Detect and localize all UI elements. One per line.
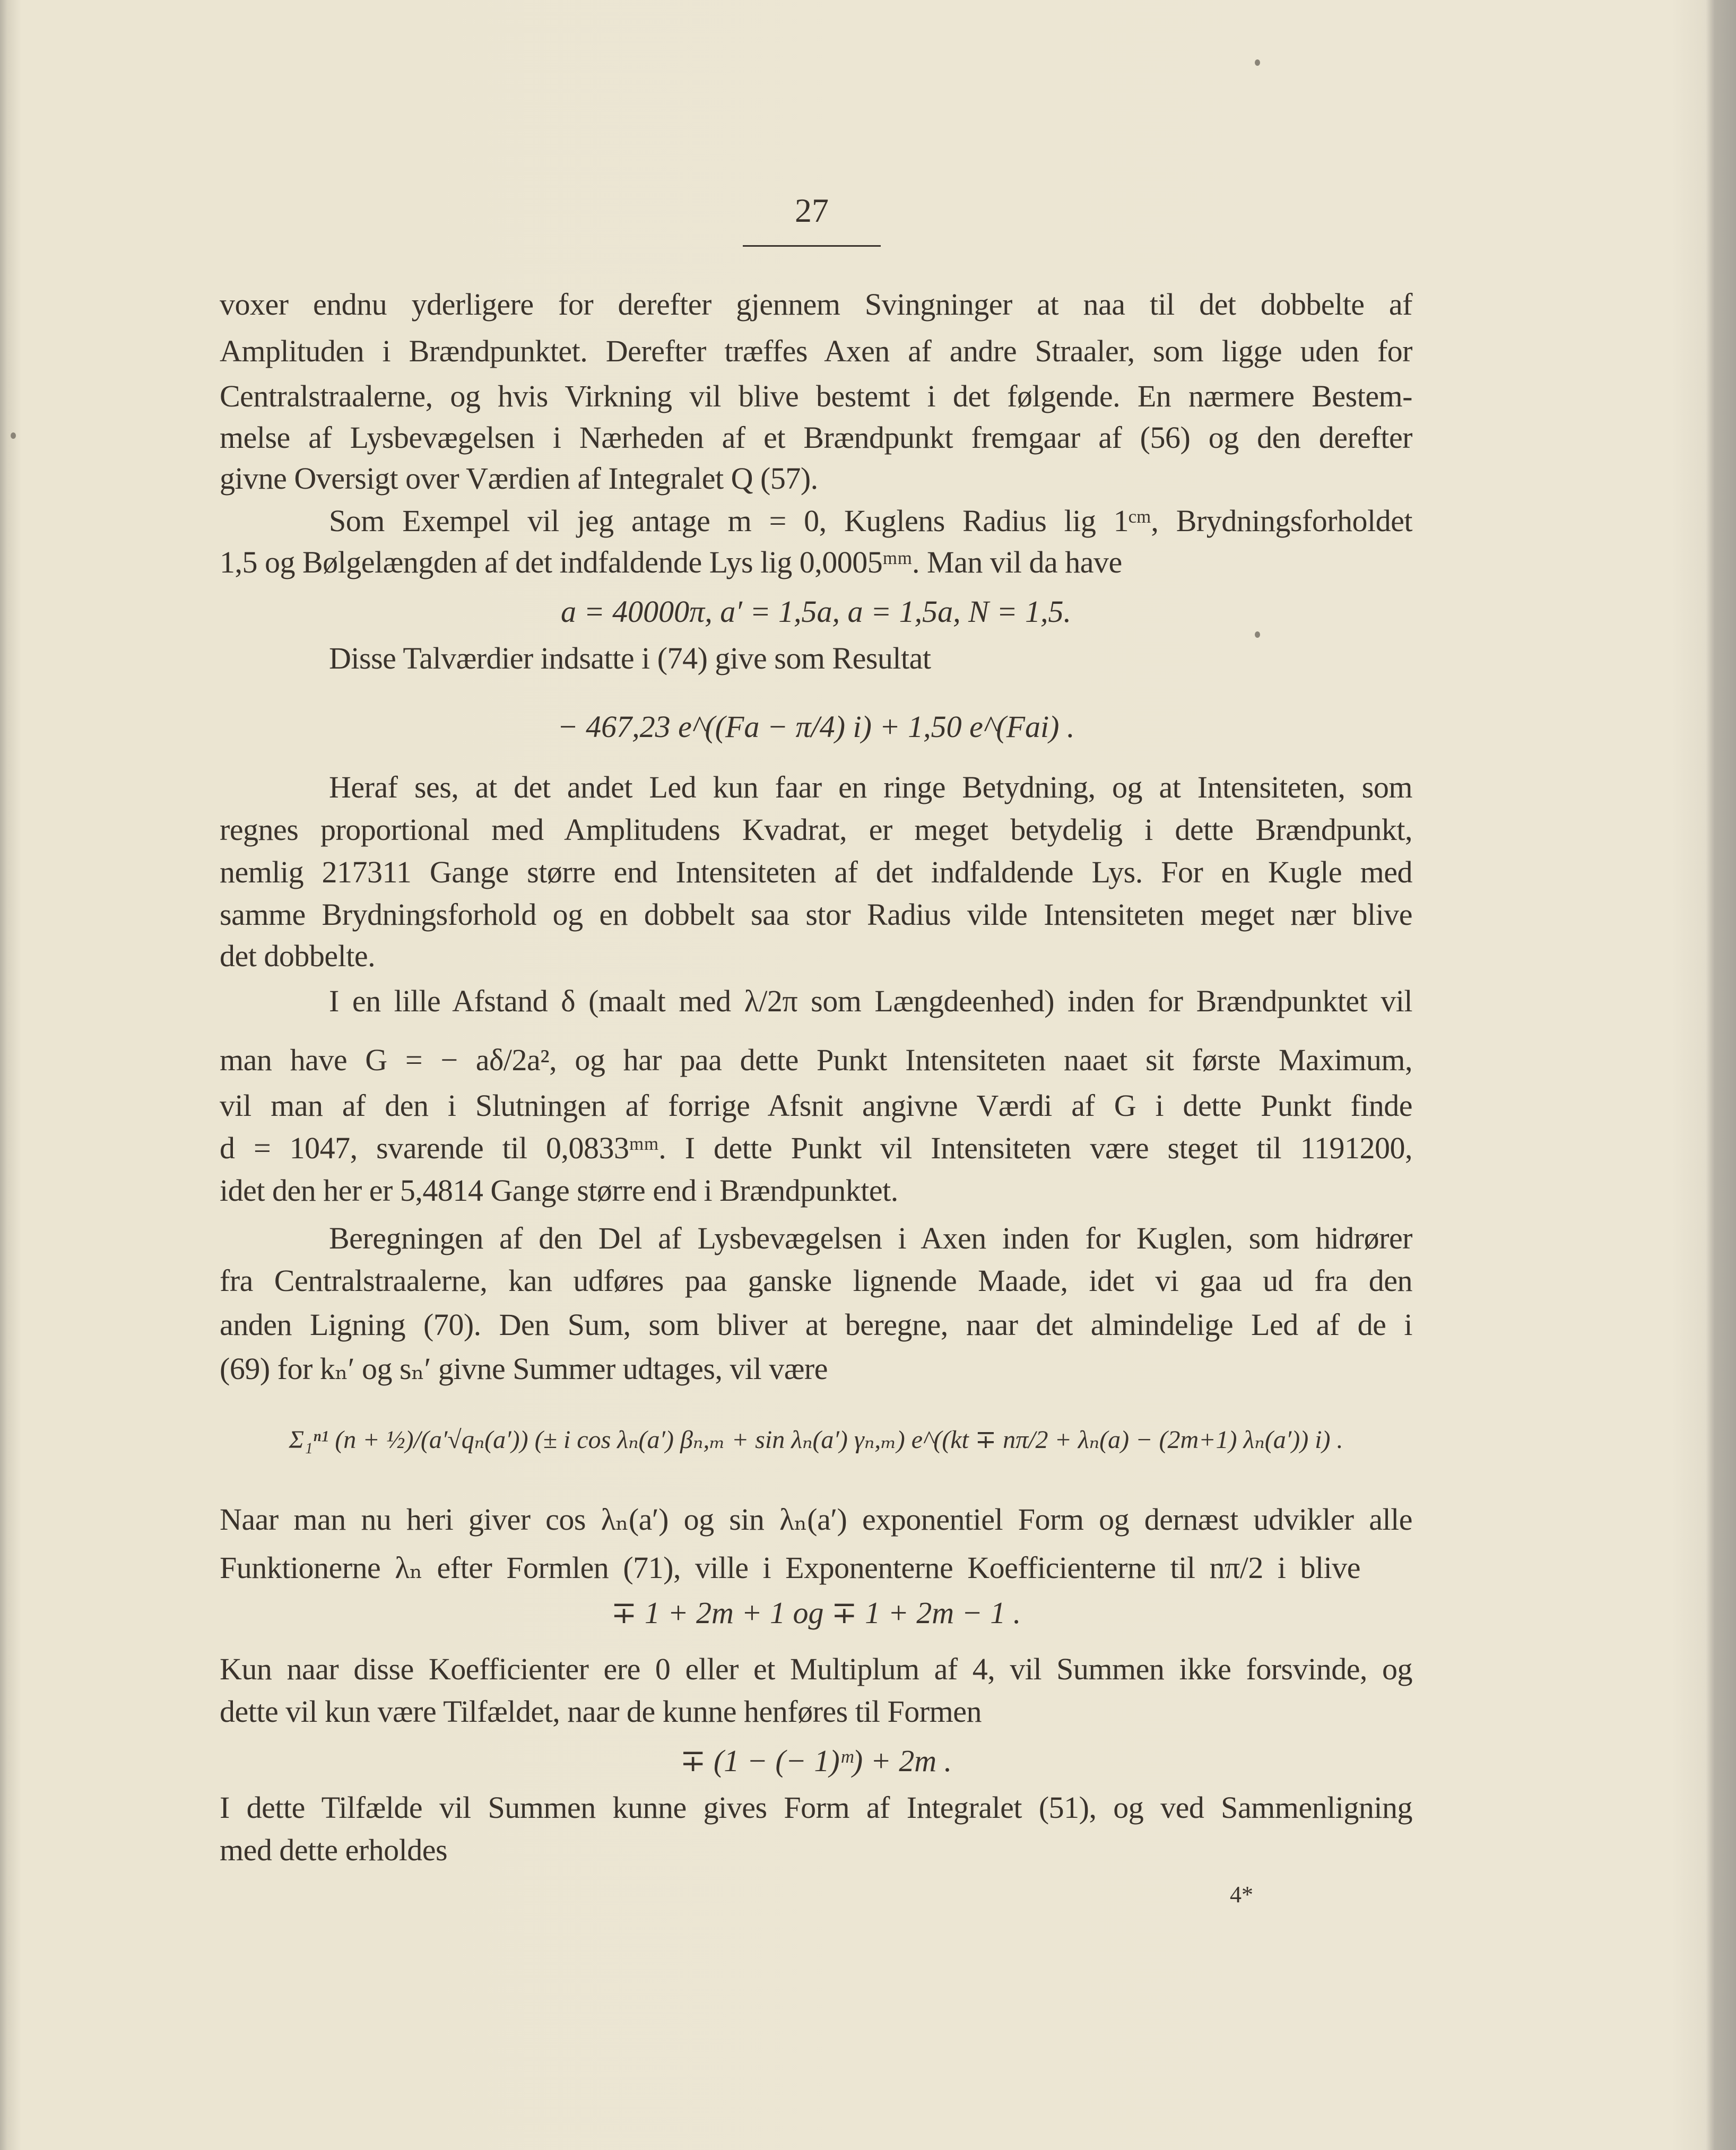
header-rule: [743, 245, 881, 247]
equation: − 467,23 e^((Fa − π/4) i) + 1,50 e^(Fai) .: [557, 709, 1075, 744]
text-line: Kun naar disse Koefficienter ere 0 eller et Multiplum af 4, vil Summen ikke forsvinde, og: [220, 1652, 1412, 1686]
text-line: man have G = − aδ/2a², og har paa dette Punkt Intensiteten naaet sit første Maximum,: [220, 1043, 1412, 1077]
signature-mark: 4*: [1230, 1882, 1253, 1908]
text-line: dette vil kun være Tilfældet, naar de kunne henføres til Formen: [220, 1694, 982, 1729]
text-line: Disse Talværdier indsatte i (74) give som Resultat: [329, 641, 931, 675]
text-line: I dette Tilfælde vil Summen kunne gives Form af Integralet (51), og ved Sammenligning: [220, 1790, 1412, 1825]
paper-spot: [1255, 59, 1260, 66]
text-line: fra Centralstraalerne, kan udføres paa ganske lignende Maade, idet vi gaa ud fra den: [220, 1263, 1412, 1298]
text-line: (69) for kₙ′ og sₙ′ givne Summer udtages, vil være: [220, 1351, 828, 1386]
text-line: Naar man nu heri giver cos λₙ(a′) og sin λₙ(a′) exponentiel Form og dernæst udvikler alle: [220, 1502, 1412, 1537]
equation: ∓ 1 + 2m + 1 og ∓ 1 + 2m − 1 .: [611, 1596, 1021, 1630]
text-line: med dette erholdes: [220, 1833, 448, 1867]
text-line: vil man af den i Slutningen af forrige Afsnit angivne Værdi af G i dette Punkt finde: [220, 1088, 1412, 1123]
paper-spot: [1255, 631, 1260, 638]
text-line: d = 1047, svarende til 0,0833ᵐᵐ. I dette Punkt vil Intensiteten være steget til 1191200,: [220, 1131, 1412, 1165]
text-line: givne Oversigt over Værdien af Integralet Q (57).: [220, 461, 818, 496]
page-number: 27: [795, 192, 829, 229]
text-line: Centralstraalerne, og hvis Virkning vil blive bestemt i det følgende. En nærmere Bestem-: [220, 379, 1412, 413]
text-line: anden Ligning (70). Den Sum, som bliver at beregne, naar det almindelige Led af de i: [220, 1307, 1412, 1342]
text-line: Heraf ses, at det andet Led kun faar en ringe Betydning, og at Intensiteten, som: [329, 770, 1412, 804]
paper-spot: [11, 432, 16, 439]
text-line: 1,5 og Bølgelængden af det indfaldende Lys lig 0,0005ᵐᵐ. Man vil da have: [220, 545, 1122, 579]
text-line: idet den her er 5,4814 Gange større end i Brændpunktet.: [220, 1173, 898, 1208]
text-line: Amplituden i Brændpunktet. Derefter træffes Axen af andre Straaler, som ligge uden for: [220, 334, 1412, 368]
text-line: Funktionerne λₙ efter Formlen (71), ville i Exponenterne Koefficienterne til nπ/2 i blive: [220, 1550, 1360, 1585]
text-line: I en lille Afstand δ (maalt med λ/2π som Længdeenhed) inden for Brændpunktet vil: [329, 984, 1412, 1018]
equation: Σ₁ⁿ¹ (n + ½)/(a′√qₙ(a′)) (± i cos λₙ(a′) βₙ,ₘ + sin λₙ(a′) γₙ,ₘ) e^((kt ∓ nπ/2 + λₙ(a) − (2m+1) λₙ(a′)) i) .: [289, 1426, 1343, 1454]
text-line: Beregningen af den Del af Lysbevægelsen i Axen inden for Kuglen, som hidrører: [329, 1221, 1412, 1255]
equation: a = 40000π, a′ = 1,5a, a = 1,5a, N = 1,5.: [561, 594, 1071, 629]
text-line: samme Brydningsforhold og en dobbelt saa stor Radius vilde Intensiteten meget nær blive: [220, 897, 1412, 932]
text-line: regnes proportional med Amplitudens Kvadrat, er meget betydelig i dette Brændpunkt,: [220, 812, 1412, 847]
text-line: Som Exempel vil jeg antage m = 0, Kuglens Radius lig 1ᶜᵐ, Brydningsforholdet: [329, 504, 1412, 538]
text-line: det dobbelte.: [220, 939, 376, 973]
equation: ∓ (1 − (− 1)ᵐ) + 2m .: [680, 1744, 952, 1778]
text-line: melse af Lysbevægelsen i Nærheden af et Brændpunkt fremgaar af (56) og den derefter: [220, 420, 1412, 455]
text-line: nemlig 217311 Gange større end Intensiteten af det indfaldende Lys. For en Kugle med: [220, 855, 1412, 889]
text-line: voxer endnu yderligere for derefter gjennem Svingninger at naa til det dobbelte af: [220, 287, 1412, 322]
